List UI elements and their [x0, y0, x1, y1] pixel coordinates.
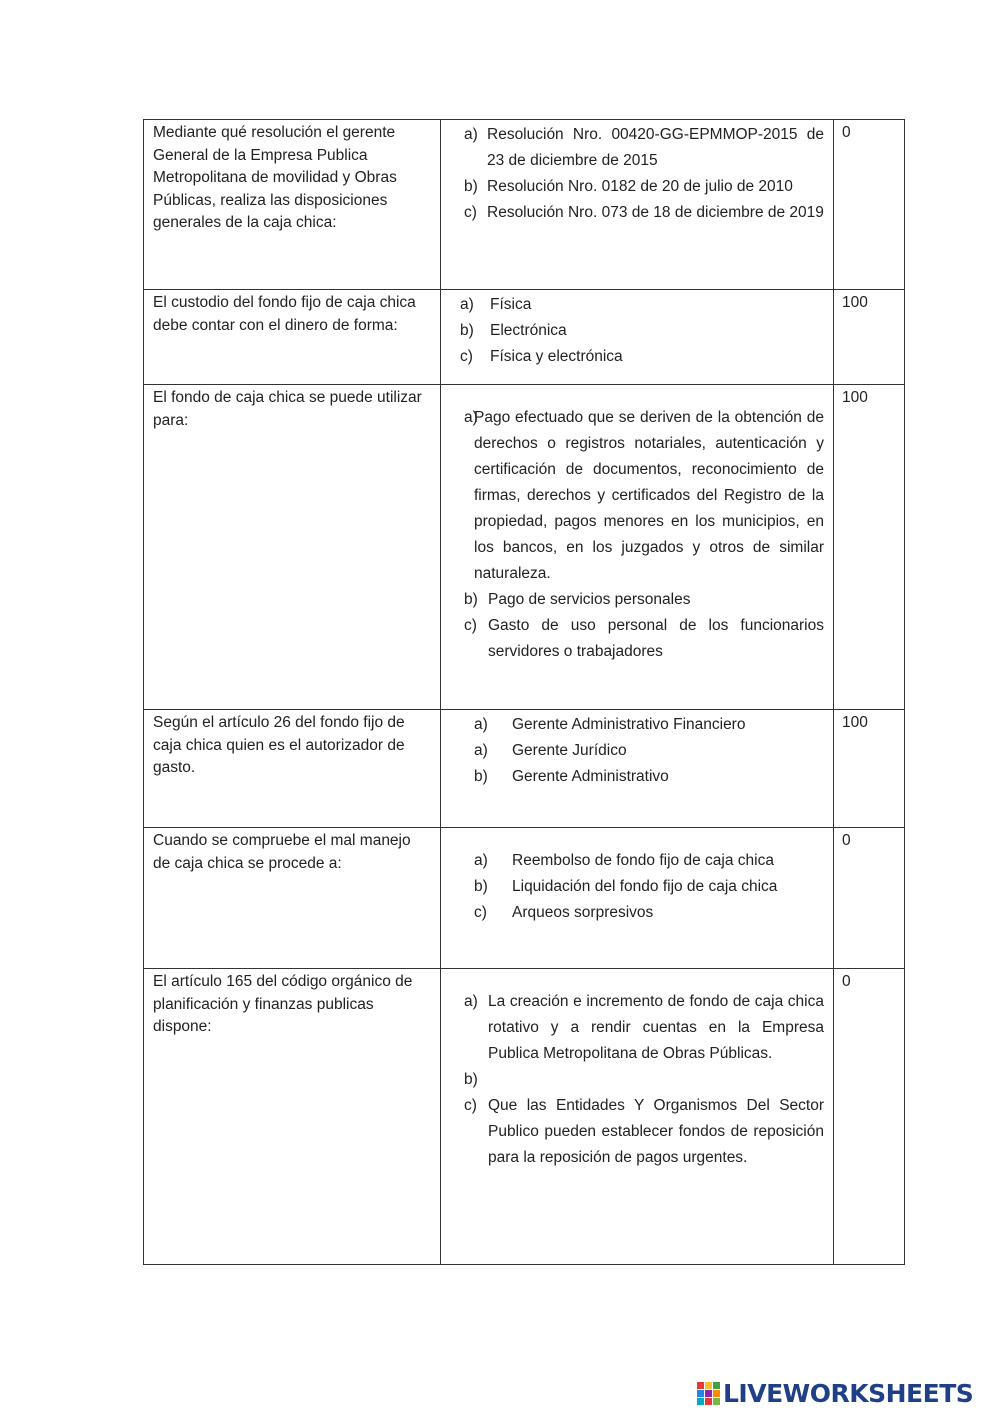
option-text: Física y electrónica	[490, 348, 623, 365]
option-letter: b)	[460, 322, 474, 339]
table-row	[143, 385, 905, 710]
option-letter: c)	[464, 204, 477, 221]
question-cell: El custodio del fondo fijo de caja chica debe contar con el dinero de forma:	[144, 290, 441, 384]
logo-square	[705, 1398, 712, 1405]
option-text: Electrónica	[490, 322, 567, 339]
option-item[interactable]	[450, 405, 824, 587]
table-row	[143, 828, 905, 969]
option-letter: b)	[474, 878, 488, 895]
liveworksheets-logo	[697, 1378, 997, 1408]
option-letter: b)	[464, 1071, 478, 1088]
options-list	[450, 848, 824, 926]
option-item[interactable]	[450, 874, 824, 900]
option-text: Arqueos sorpresivos	[512, 904, 654, 921]
option-letter: b)	[464, 591, 478, 608]
question-cell: El fondo de caja chica se puede utilizar para:	[144, 385, 441, 709]
options-cell	[441, 290, 834, 384]
logo-square	[697, 1390, 704, 1397]
option-item[interactable]	[450, 712, 824, 738]
option-item[interactable]	[450, 344, 824, 370]
option-letter: c)	[474, 904, 487, 921]
option-text	[488, 1067, 824, 1093]
logo-square	[697, 1382, 704, 1389]
option-text: Física	[490, 296, 532, 313]
option-item[interactable]	[450, 200, 824, 226]
option-item[interactable]	[450, 1067, 824, 1093]
option-item[interactable]	[450, 318, 824, 344]
logo-square	[713, 1398, 720, 1405]
logo-mark-icon	[697, 1382, 720, 1405]
option-text: Gerente Administrativo Financiero	[512, 716, 746, 733]
options-cell	[441, 969, 834, 1264]
score-cell: 100	[842, 389, 868, 406]
option-letter: a)	[474, 852, 488, 869]
option-letter: a)	[474, 716, 488, 733]
option-text: Resolución Nro. 073 de 18 de diciembre de 2019	[487, 204, 824, 221]
option-letter: b)	[474, 768, 488, 785]
question-cell: Según el artículo 26 del fondo fijo de caja chica quien es el autorizador de gasto.	[144, 710, 441, 827]
option-item[interactable]	[450, 738, 824, 764]
option-letter: a)	[464, 126, 478, 143]
table-row	[143, 290, 905, 385]
option-letter: a)	[460, 296, 474, 313]
option-text: Pago efectuado que se deriven de la obtención de derechos o registros notariales, autenticación y certificación de documentos, reconocimiento de firmas, derechos y certificados del Registro de la propiedad, pagos menores en los municipios, en los bancos, en los juzgados y otros de similar naturaleza.	[474, 409, 824, 582]
option-text: Resolución Nro. 0182 de 20 de julio de 2010	[487, 178, 793, 195]
option-item[interactable]	[450, 900, 824, 926]
score-cell: 0	[842, 124, 851, 141]
option-letter: a)	[464, 409, 478, 426]
option-letter: c)	[460, 348, 473, 365]
options-cell	[441, 120, 834, 289]
options-list	[450, 989, 824, 1171]
options-cell	[441, 385, 834, 709]
option-item[interactable]	[450, 1093, 824, 1171]
option-text: Gasto de uso personal de los funcionarios servidores o trabajadores	[488, 617, 824, 660]
question-cell: Mediante qué resolución el gerente General de la Empresa Publica Metropolitana de movilidad y Obras Públicas, realiza las disposiciones generales de la caja chica:	[144, 120, 441, 289]
option-item[interactable]	[450, 848, 824, 874]
options-list	[450, 292, 824, 370]
score-cell: 0	[842, 832, 851, 849]
table-row	[143, 969, 905, 1265]
option-text: Liquidación del fondo fijo de caja chica	[512, 878, 778, 895]
options-list	[450, 712, 824, 790]
logo-square	[713, 1390, 720, 1397]
option-item[interactable]	[450, 122, 824, 174]
table-row	[143, 119, 905, 290]
options-cell	[441, 828, 834, 968]
question-cell: El artículo 165 del código orgánico de planificación y finanzas publicas dispone:	[144, 969, 441, 1264]
option-item[interactable]	[450, 292, 824, 318]
option-letter: c)	[464, 1097, 477, 1114]
option-text: Pago de servicios personales	[488, 591, 691, 608]
option-text: Que las Entidades Y Organismos Del Sector Publico pueden establecer fondos de reposición para la reposición de pagos urgentes.	[488, 1097, 824, 1166]
option-item[interactable]	[450, 174, 824, 200]
logo-square	[713, 1382, 720, 1389]
options-list	[450, 405, 824, 665]
option-text: Gerente Jurídico	[512, 742, 627, 759]
option-text: La creación e incremento de fondo de caja chica rotativo y a rendir cuentas en la Empresa Publica Metropolitana de Obras Públicas.	[488, 993, 824, 1062]
score-cell: 0	[842, 973, 851, 990]
option-letter: c)	[464, 617, 477, 634]
logo-square	[697, 1398, 704, 1405]
option-text: Reembolso de fondo fijo de caja chica	[512, 852, 774, 869]
quiz-table	[143, 119, 905, 1265]
table-row	[143, 710, 905, 828]
question-cell: Cuando se compruebe el mal manejo de caja chica se procede a:	[144, 828, 441, 968]
option-letter: a)	[464, 993, 478, 1010]
option-item[interactable]	[450, 989, 824, 1067]
options-list	[450, 122, 824, 226]
option-text: Gerente Administrativo	[512, 768, 669, 785]
option-item[interactable]	[450, 613, 824, 665]
logo-square	[705, 1390, 712, 1397]
option-item[interactable]	[450, 587, 824, 613]
logo-text: LIVEWORKSHEETS	[723, 1378, 974, 1408]
option-text: Resolución Nro. 00420-GG-EPMMOP-2015 de 23 de diciembre de 2015	[487, 126, 824, 169]
logo-square	[705, 1382, 712, 1389]
option-letter: b)	[464, 178, 478, 195]
option-letter: a)	[474, 742, 488, 759]
options-cell	[441, 710, 834, 827]
score-cell: 100	[842, 294, 868, 311]
score-cell: 100	[842, 714, 868, 731]
option-item[interactable]	[450, 764, 824, 790]
